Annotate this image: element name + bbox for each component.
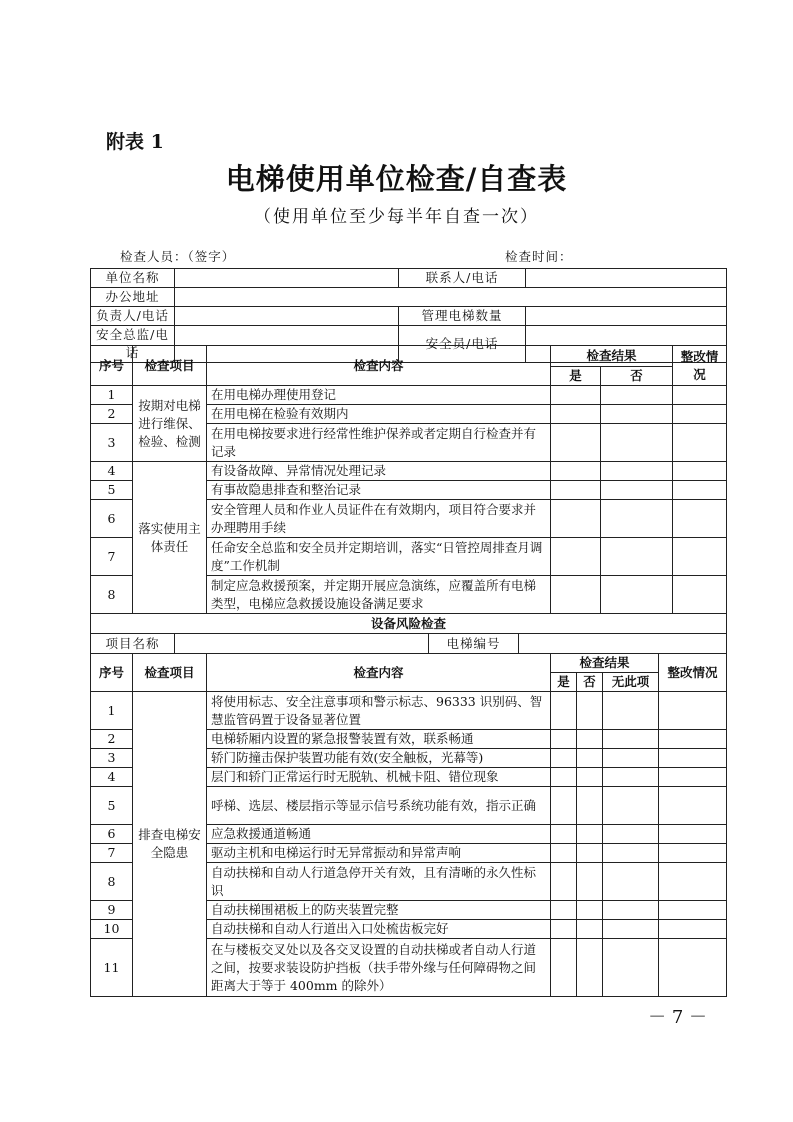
rectify-cell[interactable] [659, 844, 727, 863]
contact-label: 联系人/电话 [399, 269, 526, 288]
manager-label: 负责人/电话 [91, 307, 175, 326]
result-yes-cell[interactable] [551, 424, 601, 462]
content-header: 检查内容 [207, 346, 551, 386]
rectify-cell[interactable] [659, 730, 727, 749]
rectify-cell[interactable] [659, 863, 727, 901]
elevator-count-field[interactable] [526, 307, 727, 326]
result-yes-cell[interactable] [551, 386, 601, 405]
row-number: 9 [91, 901, 133, 920]
row-content: 应急救援通道畅通 [207, 825, 551, 844]
row-content: 电梯轿厢内设置的紧急报警装置有效，联系畅通 [207, 730, 551, 749]
no-header: 否 [601, 367, 673, 386]
rectify-cell[interactable] [659, 692, 727, 730]
row-number: 1 [91, 386, 133, 405]
row-number: 4 [91, 462, 133, 481]
rectify-cell[interactable] [673, 500, 727, 538]
rectify-cell[interactable] [659, 749, 727, 768]
row-number: 1 [91, 692, 133, 730]
row-content: 将使用标志、安全注意事项和警示标志、96333 识别码、智慧监管码置于设备显著位置 [207, 692, 551, 730]
result-header: 检查结果 [551, 654, 659, 673]
manager-field[interactable] [175, 307, 399, 326]
row-number: 7 [91, 844, 133, 863]
result-no-cell[interactable] [577, 787, 603, 825]
rectify-cell[interactable] [659, 825, 727, 844]
result-no-cell[interactable] [577, 920, 603, 939]
attachment-label: 附表 1 [106, 131, 164, 153]
result-header: 检查结果 [551, 346, 673, 367]
address-label: 办公地址 [91, 288, 175, 307]
result-yes-cell[interactable] [551, 462, 601, 481]
section-title: 设备风险检查 [91, 614, 727, 634]
row-content: 自动扶梯和自动人行道出入口处梳齿板完好 [207, 920, 551, 939]
rectify-cell[interactable] [659, 939, 727, 997]
result-yes-cell[interactable] [551, 405, 601, 424]
row-content: 有事故隐患排查和整治记录 [207, 481, 551, 500]
result-na-cell[interactable] [603, 939, 659, 997]
result-no-cell[interactable] [601, 576, 673, 614]
inspector-label: 检查人员：（签字） [120, 249, 236, 264]
elevator-no-field[interactable] [519, 634, 727, 654]
risk-info-table [90, 613, 727, 654]
result-no-cell[interactable] [601, 424, 673, 462]
row-content: 任命安全总监和安全员并定期培训，落实“日管控周排查月调度”工作机制 [207, 538, 551, 576]
row-number: 11 [91, 939, 133, 997]
elevator-no-label: 电梯编号 [429, 634, 519, 654]
row-number: 5 [91, 481, 133, 500]
address-field[interactable] [175, 288, 727, 307]
seq-header: 序号 [91, 654, 133, 692]
safety-director-label: 安全总监/电话 [91, 326, 175, 363]
result-na-cell[interactable] [603, 863, 659, 901]
row-number: 6 [91, 500, 133, 538]
yes-header: 是 [551, 673, 577, 692]
result-na-cell[interactable] [603, 901, 659, 920]
result-yes-cell[interactable] [551, 692, 577, 730]
row-content: 在用电梯办理使用登记 [207, 386, 551, 405]
rectify-cell[interactable] [673, 424, 727, 462]
result-no-cell[interactable] [577, 749, 603, 768]
page-title: 电梯使用单位检查/自查表 [225, 162, 568, 196]
rectify-cell[interactable] [659, 920, 727, 939]
result-no-cell[interactable] [577, 825, 603, 844]
result-yes-cell[interactable] [551, 844, 577, 863]
row-number: 2 [91, 405, 133, 424]
yes-header: 是 [551, 367, 601, 386]
row-content: 制定应急救援预案，并定期开展应急演练，应覆盖所有电梯类型，电梯应急救援设施设备满足要求 [207, 576, 551, 614]
rectify-cell[interactable] [673, 462, 727, 481]
result-na-cell[interactable] [603, 749, 659, 768]
unit-name-field[interactable] [175, 269, 399, 288]
project-name-label: 项目名称 [91, 634, 175, 654]
rectify-cell[interactable] [673, 386, 727, 405]
result-no-cell[interactable] [577, 901, 603, 920]
row-number: 6 [91, 825, 133, 844]
result-yes-cell[interactable] [551, 730, 577, 749]
page-subtitle: （使用单位至少每半年自查一次） [254, 207, 539, 227]
result-yes-cell[interactable] [551, 939, 577, 997]
row-content: 有设备故障、异常情况处理记录 [207, 462, 551, 481]
result-no-cell[interactable] [577, 939, 603, 997]
result-yes-cell[interactable] [551, 481, 601, 500]
result-no-cell[interactable] [601, 386, 673, 405]
result-no-cell[interactable] [601, 538, 673, 576]
result-na-cell[interactable] [603, 768, 659, 787]
row-number: 8 [91, 576, 133, 614]
seq-header: 序号 [91, 346, 133, 386]
row-content: 安全管理人员和作业人员证件在有效期内，项目符合要求并办理聘用手续 [207, 500, 551, 538]
result-no-cell[interactable] [577, 863, 603, 901]
row-number: 3 [91, 424, 133, 462]
rectify-cell[interactable] [673, 405, 727, 424]
result-no-cell[interactable] [577, 692, 603, 730]
na-header: 无此项 [603, 673, 659, 692]
result-na-cell[interactable] [603, 730, 659, 749]
result-yes-cell[interactable] [551, 901, 577, 920]
contact-field[interactable] [526, 269, 727, 288]
rectify-cell[interactable] [673, 538, 727, 576]
rectify-header: 整改情况 [659, 654, 727, 692]
result-na-cell[interactable] [603, 920, 659, 939]
inspection-time-label: 检查时间： [505, 249, 573, 264]
row-content: 在与楼板交叉处以及各交叉设置的自动扶梯或者自动人行道之间，按要求装设防护挡板（扶手带外缘与任何障碍物之间距离大于等于 400mm 的除外） [207, 939, 551, 997]
group-maintenance: 按期对电梯进行维保、检验、检测 [133, 386, 207, 462]
project-name-field[interactable] [175, 634, 429, 654]
row-content: 自动扶梯和自动人行道急停开关有效，且有清晰的永久性标识 [207, 863, 551, 901]
group-responsibility: 落实使用主体责任 [133, 462, 207, 614]
result-yes-cell[interactable] [551, 500, 601, 538]
row-number: 3 [91, 749, 133, 768]
result-no-cell[interactable] [601, 481, 673, 500]
row-number: 4 [91, 768, 133, 787]
rectify-header: 整改情况 [673, 346, 727, 386]
rectify-cell[interactable] [673, 481, 727, 500]
result-no-cell[interactable] [601, 500, 673, 538]
item-header: 检查项目 [133, 346, 207, 386]
result-yes-cell[interactable] [551, 768, 577, 787]
row-number: 5 [91, 787, 133, 825]
result-yes-cell[interactable] [551, 920, 577, 939]
content-header: 检查内容 [207, 654, 551, 692]
result-yes-cell[interactable] [551, 825, 577, 844]
result-no-cell[interactable] [601, 405, 673, 424]
result-na-cell[interactable] [603, 787, 659, 825]
result-no-cell[interactable] [601, 462, 673, 481]
row-content: 层门和轿门正常运行时无脱轨、机械卡阻、错位现象 [207, 768, 551, 787]
row-number: 7 [91, 538, 133, 576]
result-no-cell[interactable] [577, 730, 603, 749]
result-na-cell[interactable] [603, 825, 659, 844]
row-number: 10 [91, 920, 133, 939]
risk-table [90, 653, 727, 997]
safety-officer-label: 安全员/电话 [399, 326, 526, 363]
row-content: 自动扶梯围裙板上的防夹装置完整 [207, 901, 551, 920]
row-content: 驱动主机和电梯运行时无异常振动和异常声响 [207, 844, 551, 863]
page-number: － 7 － [648, 1007, 707, 1028]
row-number: 2 [91, 730, 133, 749]
rectify-cell[interactable] [659, 901, 727, 920]
result-na-cell[interactable] [603, 692, 659, 730]
result-na-cell[interactable] [603, 844, 659, 863]
row-content: 在用电梯在检验有效期内 [207, 405, 551, 424]
unit-name-label: 单位名称 [91, 269, 175, 288]
rectify-cell[interactable] [659, 787, 727, 825]
result-no-cell[interactable] [577, 768, 603, 787]
no-header: 否 [577, 673, 603, 692]
group-hazard-check: 排查电梯安全隐患 [133, 692, 207, 997]
row-number: 8 [91, 863, 133, 901]
result-yes-cell[interactable] [551, 538, 601, 576]
result-yes-cell[interactable] [551, 787, 577, 825]
rectify-cell[interactable] [659, 768, 727, 787]
result-yes-cell[interactable] [551, 863, 577, 901]
result-yes-cell[interactable] [551, 749, 577, 768]
row-content: 呼梯、选层、楼层指示等显示信号系统功能有效，指示正确 [207, 787, 551, 825]
result-yes-cell[interactable] [551, 576, 601, 614]
rectify-cell[interactable] [673, 576, 727, 614]
elevator-count-label: 管理电梯数量 [399, 307, 526, 326]
row-content: 在用电梯按要求进行经常性维护保养或者定期自行检查并有记录 [207, 424, 551, 462]
item-header: 检查项目 [133, 654, 207, 692]
compliance-table [90, 345, 727, 614]
row-content: 轿门防撞击保护装置功能有效(安全触板，光幕等) [207, 749, 551, 768]
result-no-cell[interactable] [577, 844, 603, 863]
